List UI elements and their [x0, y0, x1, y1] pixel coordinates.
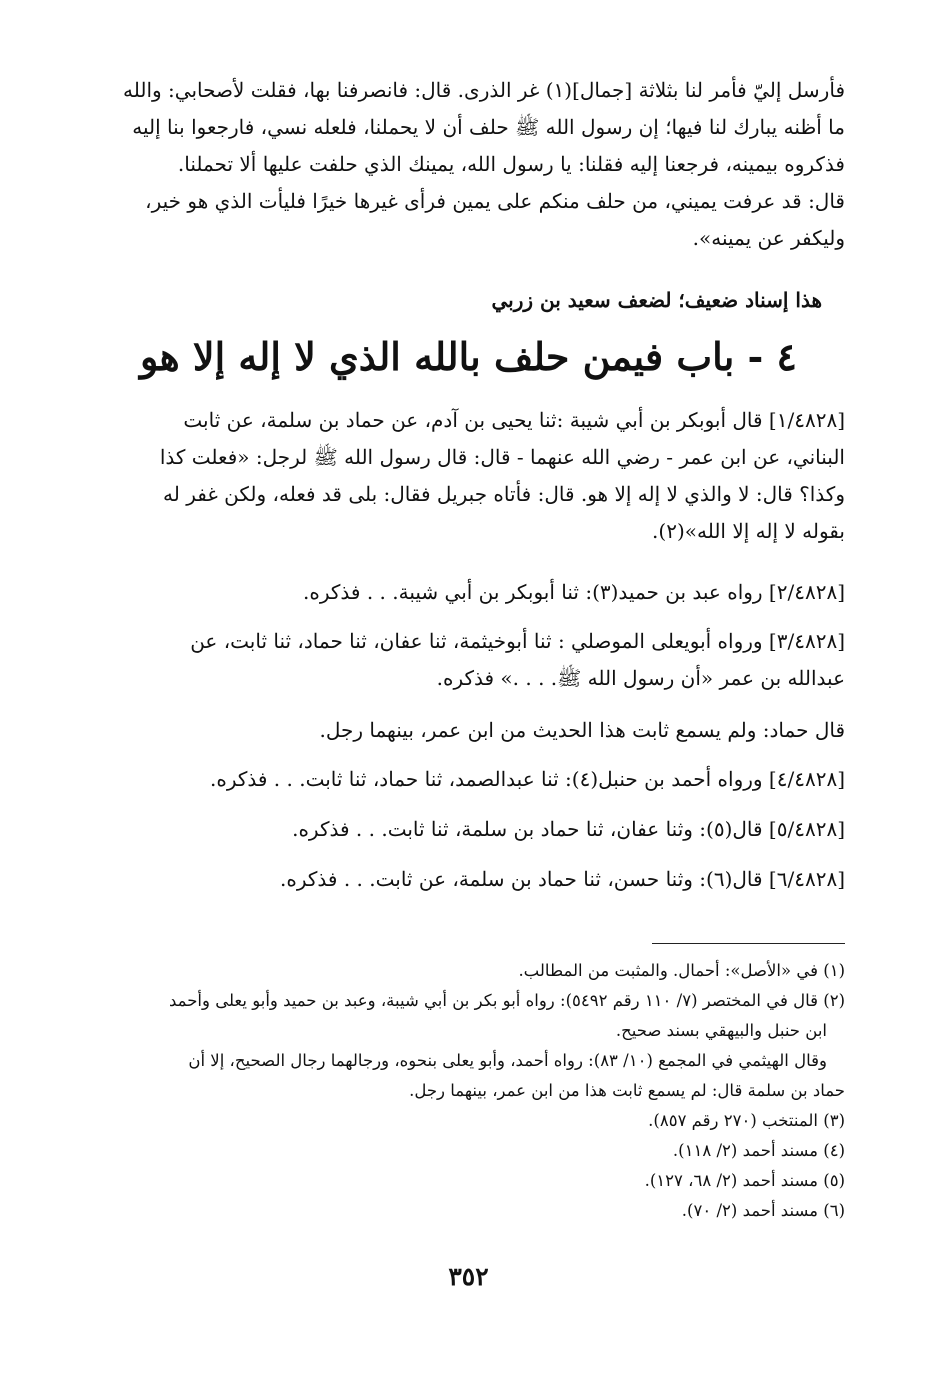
footnote-line: وقال الهيثمي في المجمع (١٠/ ٨٣): رواه أحمد، وأبو يعلى بنحوه، ورجالهما رجال الصحيح، إلا أن: [188, 1051, 827, 1070]
text-line: قال: قد عرفت يميني، من حلف منكم على يمين فرأى غيرها خيرًا فليأت الذي هو خير،: [145, 189, 845, 213]
footnote-line: (٣) المنتخب (٢٧٠ رقم ٨٥٧).: [648, 1111, 845, 1130]
text-line: فأرسل إليّ فأمر لنا بثلاثة [جمال](١) غر الذرى. قال: فانصرفنا بها، فقلت لأصحابي: والله: [123, 78, 845, 102]
hammad-note: [75, 712, 845, 749]
text-line: [١/٤٨٢٨] قال أبوبكر بن أبي شيبة :ثنا يحيى بن آدم، عن حماد بن سلمة، عن ثابت: [183, 408, 845, 432]
text-line: [٥/٤٨٢٨] قال(٥): وثنا عفان، ثنا حماد بن سلمة، ثنا ثابت. . . فذكره.: [292, 817, 845, 841]
chapter-heading: ٤ - باب فيمن حلف بالله الذي لا إله إلا هو: [140, 334, 797, 379]
text-line: [٤/٤٨٢٨] ورواه أحمد بن حنبل(٤): ثنا عبدالصمد، ثنا حماد، ثنا ثابت. . . فذكره.: [209, 767, 845, 791]
text-line: بقوله لا إله إلا الله»(٢).: [652, 519, 845, 543]
text-line: ما أظنه يبارك لنا فيها؛ إن رسول الله ﷺ حلف أن لا يحملنا، فلعله نسي، فارجعوا بنا إليه: [132, 115, 845, 139]
text-line: وليكفر عن يمينه».: [692, 226, 845, 250]
page-number: ٣٥٢: [448, 1262, 489, 1291]
footnote-line: حماد بن سلمة قال: لم يسمع ثابت هذا من ابن عمر، بينهما رجل.: [409, 1081, 845, 1100]
hadith-1: [75, 402, 845, 550]
opening-paragraph: [75, 72, 845, 257]
footnote-line: (٢) قال في المختصر (٧/ ١١٠ رقم ٥٤٩٢): رواه أبو بكر بن أبي شيبة، وعبد بن حميد وأبو يعلى وأحمد: [169, 991, 845, 1010]
footnote-line: (٦) مسند أحمد (٢/ ٧٠).: [681, 1201, 845, 1220]
text-line: فذكروه بيمينه، فرجعنا إليه فقلنا: يا رسول الله، يمينك الذي حلفت عليها ألا تحملنا.: [177, 152, 845, 176]
footnotes: [75, 956, 845, 1226]
grading-text: هذا إسناد ضعيف؛ لضعف سعيد بن زربي: [491, 288, 822, 312]
text-line: [٢/٤٨٢٨] رواه عبد بن حميد(٣): ثنا أبوبكر بن أبي شيبة. . . فذكره.: [303, 580, 845, 604]
hadith-6: [75, 861, 845, 898]
text-line: قال حماد: ولم يسمع ثابت هذا الحديث من ابن عمر، بينهما رجل.: [319, 718, 845, 742]
text-line: عبدالله بن عمر «أن رسول الله ﷺ. . . .» فذكره.: [436, 666, 845, 690]
footnote-separator: [652, 943, 845, 944]
isnad-grading: [52, 282, 822, 319]
hadith-5: [75, 811, 845, 848]
text-line: وكذا؟ قال: لا والذي لا إله إلا هو. قال: فأتاه جبريل فقال: بلى قد فعله، ولكن غفر له: [163, 482, 845, 506]
hadith-2: [75, 574, 845, 611]
text-line: [٦/٤٨٢٨] قال(٦): وثنا حسن، ثنا حماد بن سلمة، عن ثابت. . . فذكره.: [280, 867, 845, 891]
text-line: البناني، عن ابن عمر - رضي الله عنهما - قال: قال رسول الله ﷺ لرجل: «فعلت كذا: [159, 445, 845, 469]
footnote-line: (٥) مسند أحمد (٢/ ٦٨، ١٢٧).: [644, 1171, 845, 1190]
hadith-3: [75, 623, 845, 697]
footnote-line: ابن حنبل والبيهقي بسند صحيح.: [615, 1021, 827, 1040]
footnote-line: (١) في «الأصل»: أحمال. والمثبت من المطالب.: [518, 961, 845, 980]
footnote-line: (٤) مسند أحمد (٢/ ١١٨).: [672, 1141, 845, 1160]
text-line: [٣/٤٨٢٨] ورواه أبويعلى الموصلي : ثنا أبوخيثمة، ثنا عفان، ثنا حماد، ثنا ثابت، عن: [190, 629, 845, 653]
hadith-4: [75, 761, 845, 798]
